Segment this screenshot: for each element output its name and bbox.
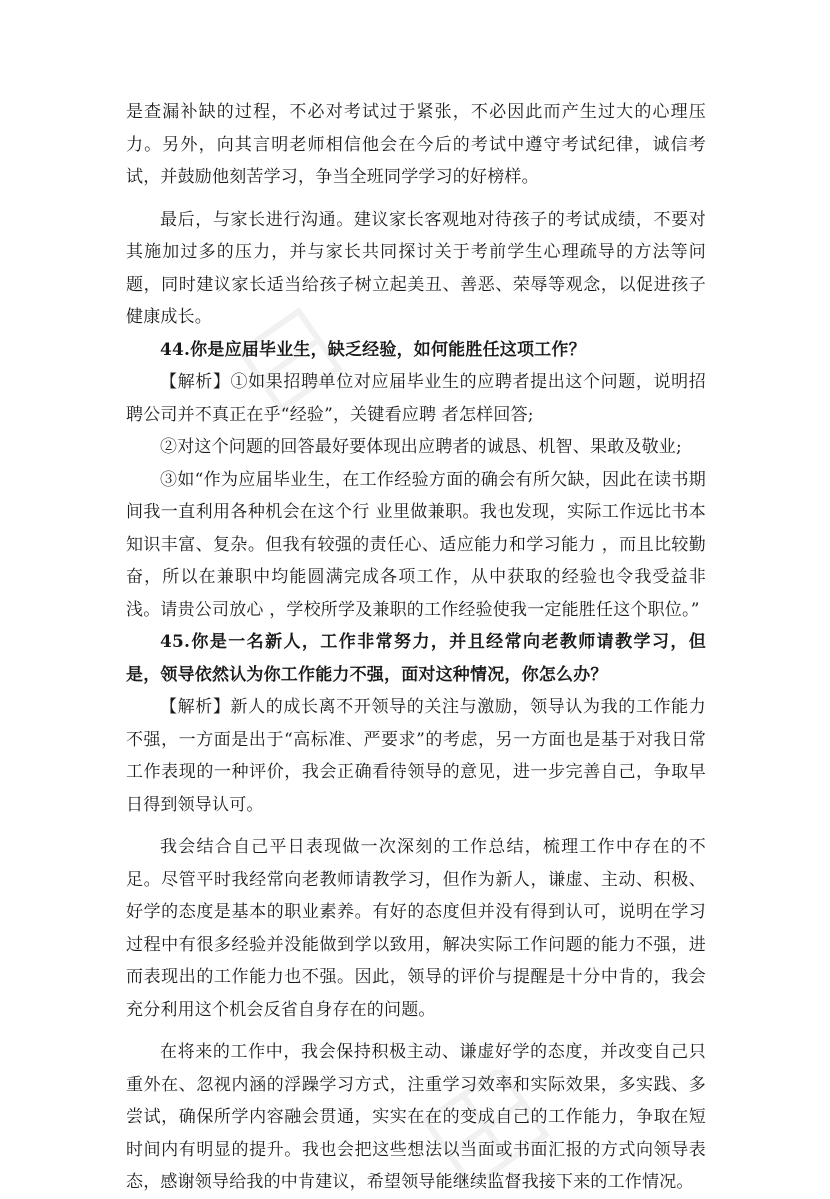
continuation-paragraph: 是查漏补缺的过程，不必对考试过于紧张，不必因此而产生过大的心理压力。另外，向其言明老师相信他会在今后的考试中遵守考试纪律，诚信考试，并鼓励他刻苦学习，争当全班同学学习的好榜样。 [126, 102, 706, 187]
q45-analysis-3: 在将来的工作中，我会保持积极主动、谦虚好学的态度，并改变自己只重外在、忽视内涵的浮躁学习方式，注重学习效率和实际效果，多实践、多尝试，确保所学内容融会贯通，实实在在的变成自己的工作能力，争取在短时间内有明显的提升。我也会把这些想法以当面或书面汇报的方式向领导表态，感谢领导给我的中肯建议，希望领导能继续监督我接下来的工作情况。 [126, 1042, 706, 1192]
q44-analysis-2: ②对这个问题的回答最好要体现出应聘者的诚恳、机智、果敢及敬业; [160, 437, 682, 457]
document-page [126, 96, 706, 1199]
q44-analysis-3: ③如“作为应届毕业生，在工作经验方面的确会有所欠缺，因此在读书期间我一直利用各种机会在这个行 业里做兼职。我也发现，实际工作远比书本知识丰富、复杂。但我有较强的责任心、适应能力和学习能力 ，而且比较勤奋，所以在兼职中均能圆满完成各项工作，从中获取的经验也令我受益非浅。请贵公司放心 ，学校所学及兼职的工作经验使我一定能胜任这个职位。” [126, 469, 706, 620]
q44-analysis-1: 【解析】①如果招聘单位对应届毕业生的应聘者提出这个问题，说明招聘公司并不真正在乎“经验”，关键看应聘 者怎样回答; [126, 372, 706, 425]
parent-communication-paragraph: 最后，与家长进行沟通。建议家长客观地对待孩子的考试成绩，不要对其施加过多的压力，并与家长共同探讨关于考前学生心理疏导的方法等问题，同时建议家长适当给孩子树立起美丑、善恶、荣辱等观念，以促进孩子健康成长。 [126, 209, 706, 327]
q45-analysis-2: 我会结合自己平日表现做一次深刻的工作总结，梳理工作中存在的不足。尽管平时我经常向老教师请教学习，但作为新人，谦虚、主动、积极、好学的态度是基本的职业素养。有好的态度但并没有得到认可，说明在学习过程中有很多经验并没能做到学以致用，解决实际工作问题的能力不强，进而表现出的工作能力也不强。因此，领导的评价与提醒是十分中肯的，我会充分利用这个机会反省自身存在的问题。 [126, 837, 706, 1020]
q45-analysis-1: 【解析】新人的成长离不开领导的关注与激励，领导认为我的工作能力不强，一方面是出于“高标准、严要求”的考虑，另一方面也是基于对我日常工作表现的一种评价，我会正确看待领导的意见，进一步完善自己，争取早日得到领导认可。 [126, 697, 706, 815]
question-45-title: 45.你是一名新人，工作非常努力，并且经常向老教师请教学习，但是，领导依然认为你工作能力不强，面对这种情况，你怎么办？ [126, 632, 706, 685]
question-44-title: 44.你是应届毕业生，缺乏经验，如何能胜任这项工作？ [160, 339, 586, 360]
